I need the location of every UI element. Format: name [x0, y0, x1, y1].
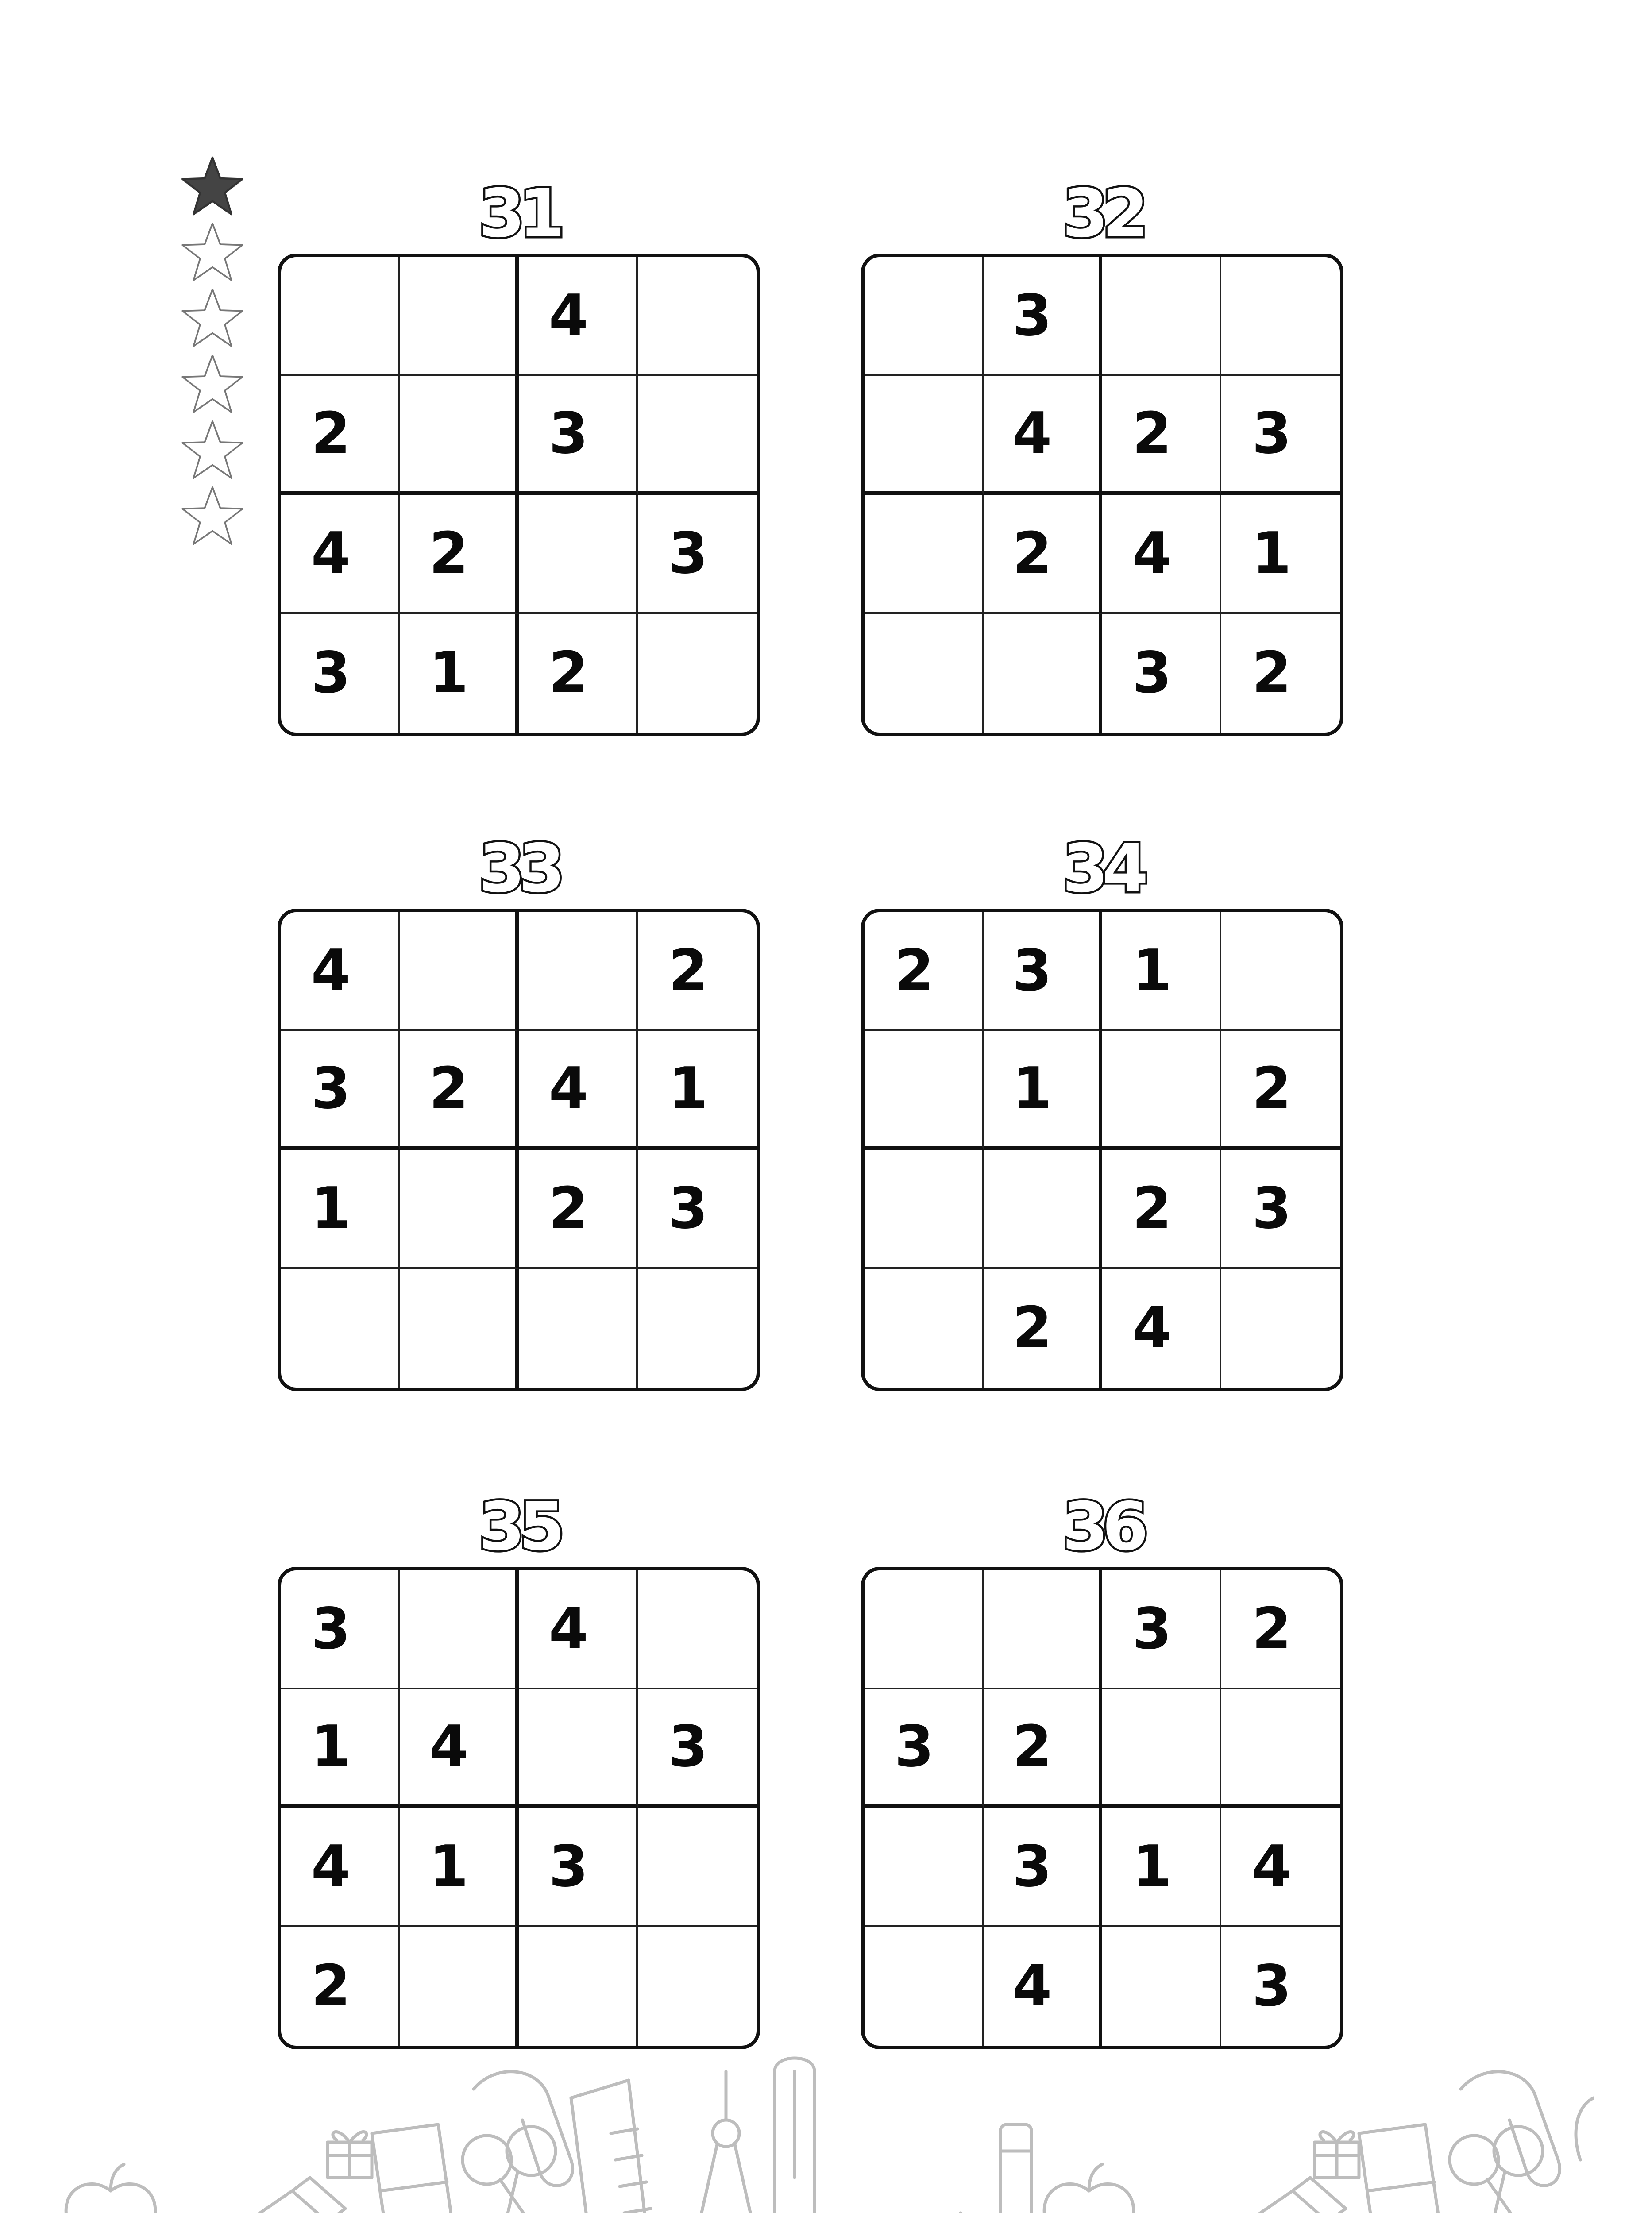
- puzzle-number: 32: [1062, 175, 1143, 252]
- puzzle-number: 35: [479, 1488, 559, 1565]
- star-empty-icon: [179, 287, 246, 349]
- grid-cell[interactable]: 1: [400, 614, 519, 733]
- grid-cell[interactable]: [865, 376, 984, 495]
- grid-cell[interactable]: [281, 257, 400, 376]
- scissors-icon: [1450, 2127, 1571, 2213]
- puzzle-number: 36: [1062, 1488, 1143, 1565]
- puzzle-number: 31: [479, 175, 559, 252]
- grid-cell[interactable]: 2: [1221, 1031, 1340, 1150]
- grid-cell[interactable]: [865, 1570, 984, 1689]
- grid-cell[interactable]: 1: [1102, 1808, 1221, 1927]
- sudoku-grid: [278, 1567, 760, 2049]
- grid-cell[interactable]: [519, 1689, 638, 1808]
- grid-cell[interactable]: 3: [519, 376, 638, 495]
- grid-cell[interactable]: 2: [1102, 1150, 1221, 1269]
- school-supplies-decoration: [62, 2045, 1594, 2213]
- grid-cell[interactable]: 1: [638, 1031, 757, 1150]
- grid-cell[interactable]: 1: [281, 1150, 400, 1269]
- grid-cell[interactable]: [638, 376, 757, 495]
- grid-cell[interactable]: [1102, 1689, 1221, 1808]
- grid-cell[interactable]: [1102, 257, 1221, 376]
- grid-cell[interactable]: [865, 495, 984, 614]
- gift-icon: [1315, 2132, 1359, 2178]
- star-empty-icon: [179, 221, 246, 283]
- grid-cell[interactable]: [865, 1808, 984, 1927]
- eraser-icon: [1359, 2124, 1443, 2213]
- grid-cell[interactable]: [400, 257, 519, 376]
- grid-cell[interactable]: [519, 1269, 638, 1388]
- grid-cell[interactable]: 3: [281, 1570, 400, 1689]
- grid-cell[interactable]: 4: [281, 912, 400, 1031]
- grid-cell[interactable]: 2: [281, 1927, 400, 2046]
- grid-cell[interactable]: 2: [984, 495, 1103, 614]
- grid-cell[interactable]: [1221, 1269, 1340, 1388]
- grid-cell[interactable]: 4: [281, 1808, 400, 1927]
- grid-cell[interactable]: 1: [281, 1689, 400, 1808]
- grid-cell[interactable]: [638, 1269, 757, 1388]
- grid-cell[interactable]: 3: [1102, 614, 1221, 733]
- grid-cell[interactable]: 4: [1102, 495, 1221, 614]
- stapler-icon: [1133, 2178, 1346, 2213]
- grid-cell[interactable]: 3: [1221, 376, 1340, 495]
- grid-cell[interactable]: 1: [400, 1808, 519, 1927]
- grid-cell[interactable]: 3: [1252, 1953, 1292, 2020]
- grid-cell[interactable]: 4: [281, 495, 400, 614]
- grid-cell[interactable]: 2: [519, 1150, 638, 1269]
- grid-cell[interactable]: 2: [865, 912, 984, 1031]
- grid-cell[interactable]: 4: [400, 1689, 519, 1808]
- grid-cell[interactable]: 4: [1221, 1808, 1340, 1927]
- grid-cell[interactable]: 4: [984, 376, 1103, 495]
- grid-cell[interactable]: [519, 1927, 638, 2046]
- grid-cell[interactable]: [519, 495, 638, 614]
- sudoku-grid: [861, 1567, 1343, 2049]
- sudoku-grid: [861, 909, 1343, 1391]
- apple-icon: [66, 2164, 155, 2213]
- grid-cell[interactable]: [865, 1031, 984, 1150]
- pen-icon: [775, 2058, 814, 2213]
- grid-cell[interactable]: 3: [1102, 1570, 1221, 1689]
- scissors-icon: [463, 2127, 584, 2213]
- grid-cell[interactable]: 1: [1221, 495, 1340, 614]
- grid-cell[interactable]: [281, 1269, 400, 1388]
- grid-cell[interactable]: [1102, 1031, 1221, 1150]
- grid-cell[interactable]: [519, 912, 638, 1031]
- grid-cell[interactable]: [984, 614, 1103, 733]
- grid-cell[interactable]: [865, 1269, 984, 1388]
- grid-cell[interactable]: 3: [1221, 1150, 1340, 1269]
- grid-cell[interactable]: 2: [1252, 640, 1292, 706]
- star-empty-icon: [179, 419, 246, 481]
- grid-cell[interactable]: 1: [984, 1031, 1103, 1150]
- grid-cell[interactable]: [400, 1150, 519, 1269]
- puzzle-number: 33: [479, 830, 559, 907]
- star-empty-icon: [179, 485, 246, 547]
- grid-cell[interactable]: [400, 1269, 519, 1388]
- grid-cell[interactable]: 3: [984, 912, 1103, 1031]
- sudoku-grid: [278, 909, 760, 1391]
- grid-cell[interactable]: [638, 1927, 757, 2046]
- grid-cell[interactable]: 2: [281, 376, 400, 495]
- grid-cell[interactable]: [400, 912, 519, 1031]
- grid-cell[interactable]: [865, 1150, 984, 1269]
- grid-cell[interactable]: [1221, 1689, 1340, 1808]
- grid-cell[interactable]: 4: [1102, 1269, 1221, 1388]
- grid-cell[interactable]: 2: [1221, 1570, 1340, 1689]
- grid-cell[interactable]: 2: [1102, 376, 1221, 495]
- grid-cell[interactable]: 4: [984, 1927, 1103, 2046]
- stapler-icon: [133, 2178, 345, 2213]
- sudoku-grid: [278, 254, 760, 736]
- grid-cell[interactable]: 2: [638, 912, 757, 1031]
- grid-cell[interactable]: 3: [638, 1150, 757, 1269]
- grid-cell[interactable]: 2: [984, 1269, 1103, 1388]
- grid-cell[interactable]: 2: [400, 495, 519, 614]
- grid-cell[interactable]: 3: [984, 1808, 1103, 1927]
- grid-cell[interactable]: 4: [519, 1031, 638, 1150]
- grid-cell[interactable]: [1102, 1927, 1221, 2046]
- grid-cell[interactable]: [400, 376, 519, 495]
- grid-cell[interactable]: 4: [519, 257, 638, 376]
- grid-cell[interactable]: 4: [519, 1570, 638, 1689]
- compass-icon: [682, 2071, 770, 2213]
- grid-cell[interactable]: 3: [519, 1808, 638, 1927]
- grid-cell[interactable]: 3: [984, 257, 1103, 376]
- grid-cell[interactable]: [638, 257, 757, 376]
- glue-stick-icon: [1000, 2124, 1031, 2213]
- grid-cell[interactable]: [638, 1570, 757, 1689]
- grid-cell[interactable]: 3: [281, 1031, 400, 1150]
- grid-cell[interactable]: [865, 1927, 984, 2046]
- grid-cell[interactable]: [865, 257, 984, 376]
- grid-cell[interactable]: 3: [638, 495, 757, 614]
- grid-cell[interactable]: [984, 1570, 1103, 1689]
- puzzle-number: 34: [1062, 830, 1143, 907]
- apple-icon: [1044, 2164, 1134, 2213]
- grid-cell[interactable]: [638, 614, 757, 733]
- grid-cell[interactable]: [1221, 257, 1340, 376]
- gift-icon: [328, 2132, 372, 2178]
- grid-cell[interactable]: 2: [400, 1031, 519, 1150]
- grid-cell[interactable]: 3: [638, 1689, 757, 1808]
- grid-cell[interactable]: [400, 1927, 519, 2046]
- grid-cell[interactable]: [984, 1150, 1103, 1269]
- grid-cell[interactable]: [865, 614, 984, 733]
- grid-cell[interactable]: 3: [281, 614, 400, 733]
- difficulty-rating: [179, 155, 250, 551]
- grid-cell[interactable]: [400, 1570, 519, 1689]
- star-filled-icon: [179, 155, 246, 217]
- grid-cell[interactable]: [1221, 912, 1340, 1031]
- grid-cell[interactable]: [638, 1808, 757, 1927]
- grid-cell[interactable]: 3: [865, 1689, 984, 1808]
- grid-cell[interactable]: 2: [984, 1689, 1103, 1808]
- grid-cell[interactable]: 2: [519, 614, 638, 733]
- sudoku-grid: [861, 254, 1343, 736]
- tape-icon: [571, 2080, 655, 2213]
- eraser-icon: [372, 2124, 456, 2213]
- star-empty-icon: [179, 353, 246, 415]
- grid-cell[interactable]: 1: [1102, 912, 1221, 1031]
